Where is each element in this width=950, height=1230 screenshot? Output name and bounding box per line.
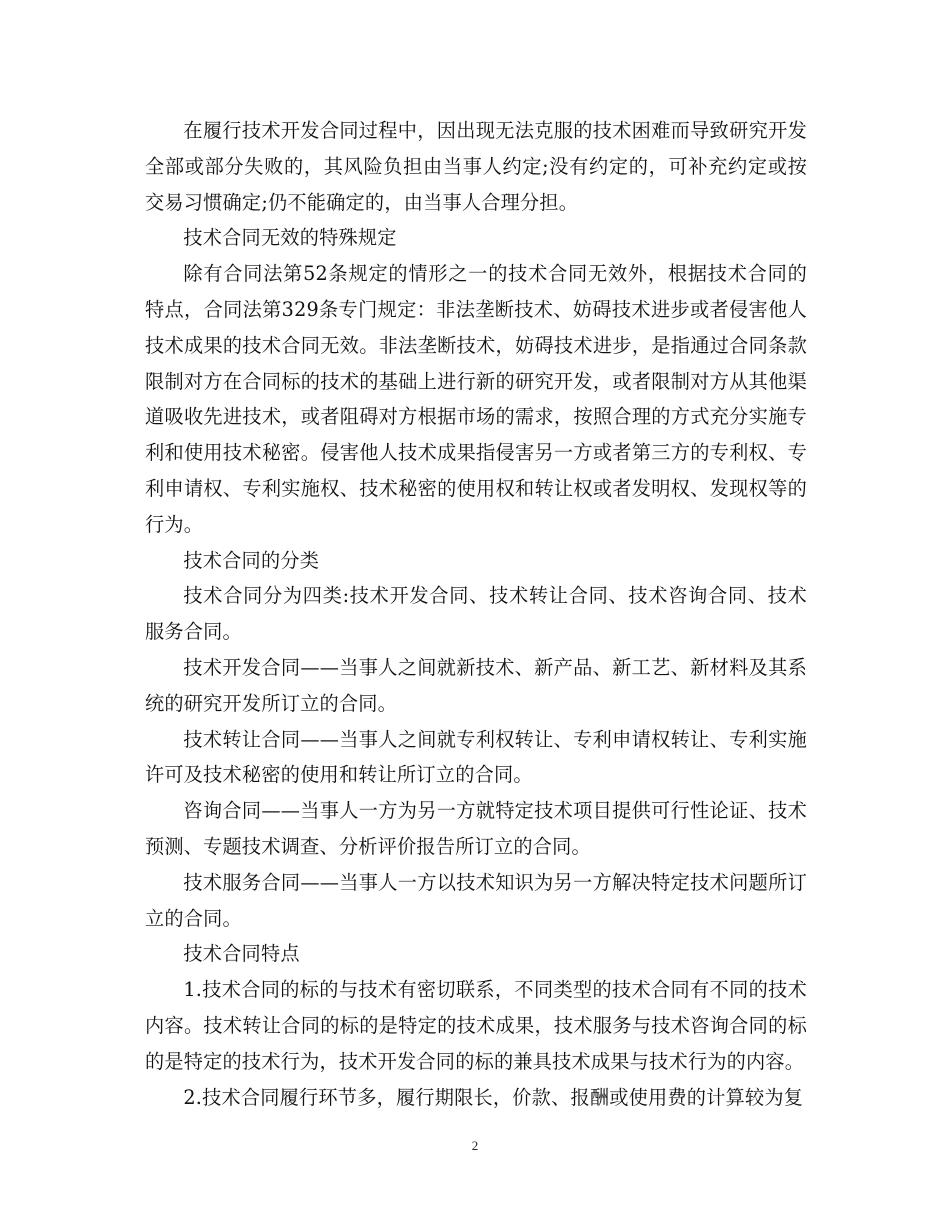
paragraph-service-contract: 技术服务合同——当事人一方以技术知识为另一方解决特定技术问题所订立的合同。 (145, 870, 807, 930)
paragraph-consulting-contract: 咨询合同——当事人一方为另一方就特定技术项目提供可行性论证、技术预测、专题技术调查、分析评价报告所订立的合同。 (145, 799, 807, 858)
paragraph-development-contract: 技术开发合同——当事人之间就新技术、新产品、新工艺、新材料及其系统的研究开发所订立的合同。 (145, 655, 807, 715)
paragraph-invalid-contract: 除有合同法第52条规定的情形之一的技术合同无效外，根据技术合同的特点，合同法第329条专门规定：非法垄断技术、妨碍技术进步或者侵害他人技术成果的技术合同无效。非法垄断技术，妨碍技术进步，是指通过合同条款限制对方在合同标的技术的基础上进行新的研究开发，或者限制对方从其他渠道吸收先进技术，或者阻碍对方根据市场的需求，按照合理的方式充分实施专利和使用技术秘密。侵害他人技术成果指侵害另一方或者第三方的专利权、专利申请权、专利实施权、技术秘密的使用权和转让权或者发明权、发现权等的行为。 (145, 262, 807, 536)
paragraph-risk-allocation: 在履行技术开发合同过程中，因出现无法克服的技术困难而导致研究开发全部或部分失败的，其风险负担由当事人约定;没有约定的，可补充约定或按交易习惯确定;仍不能确定的，由当事人合理分担。 (145, 119, 807, 214)
paragraph-feature-1: 1.技术合同的标的与技术有密切联系，不同类型的技术合同有不同的技术内容。技术转让合同的标的是特定的技术成果，技术服务与技术咨询合同的标的是特定的技术行为，技术开发合同的标的兼具技术成果与技术行为的内容。 (145, 978, 807, 1073)
paragraph-four-types: 技术合同分为四类:技术开发合同、技术转让合同、技术咨询合同、技术服务合同。 (145, 584, 807, 644)
page-number: 2 (471, 1138, 479, 1153)
paragraph-transfer-contract: 技术转让合同——当事人之间就专利权转让、专利申请权转让、专利实施许可及技术秘密的使用和转让所订立的合同。 (145, 727, 807, 787)
heading-invalid-contract-rules: 技术合同无效的特殊规定 (183, 226, 397, 250)
paragraph-feature-2: 2.技术合同履行环节多，履行期限长，价款、报酬或使用费的计算较为复 (183, 1085, 804, 1109)
document-body (145, 113, 807, 1115)
heading-contract-classification: 技术合同的分类 (183, 548, 320, 572)
heading-contract-features: 技术合同特点 (183, 942, 300, 966)
